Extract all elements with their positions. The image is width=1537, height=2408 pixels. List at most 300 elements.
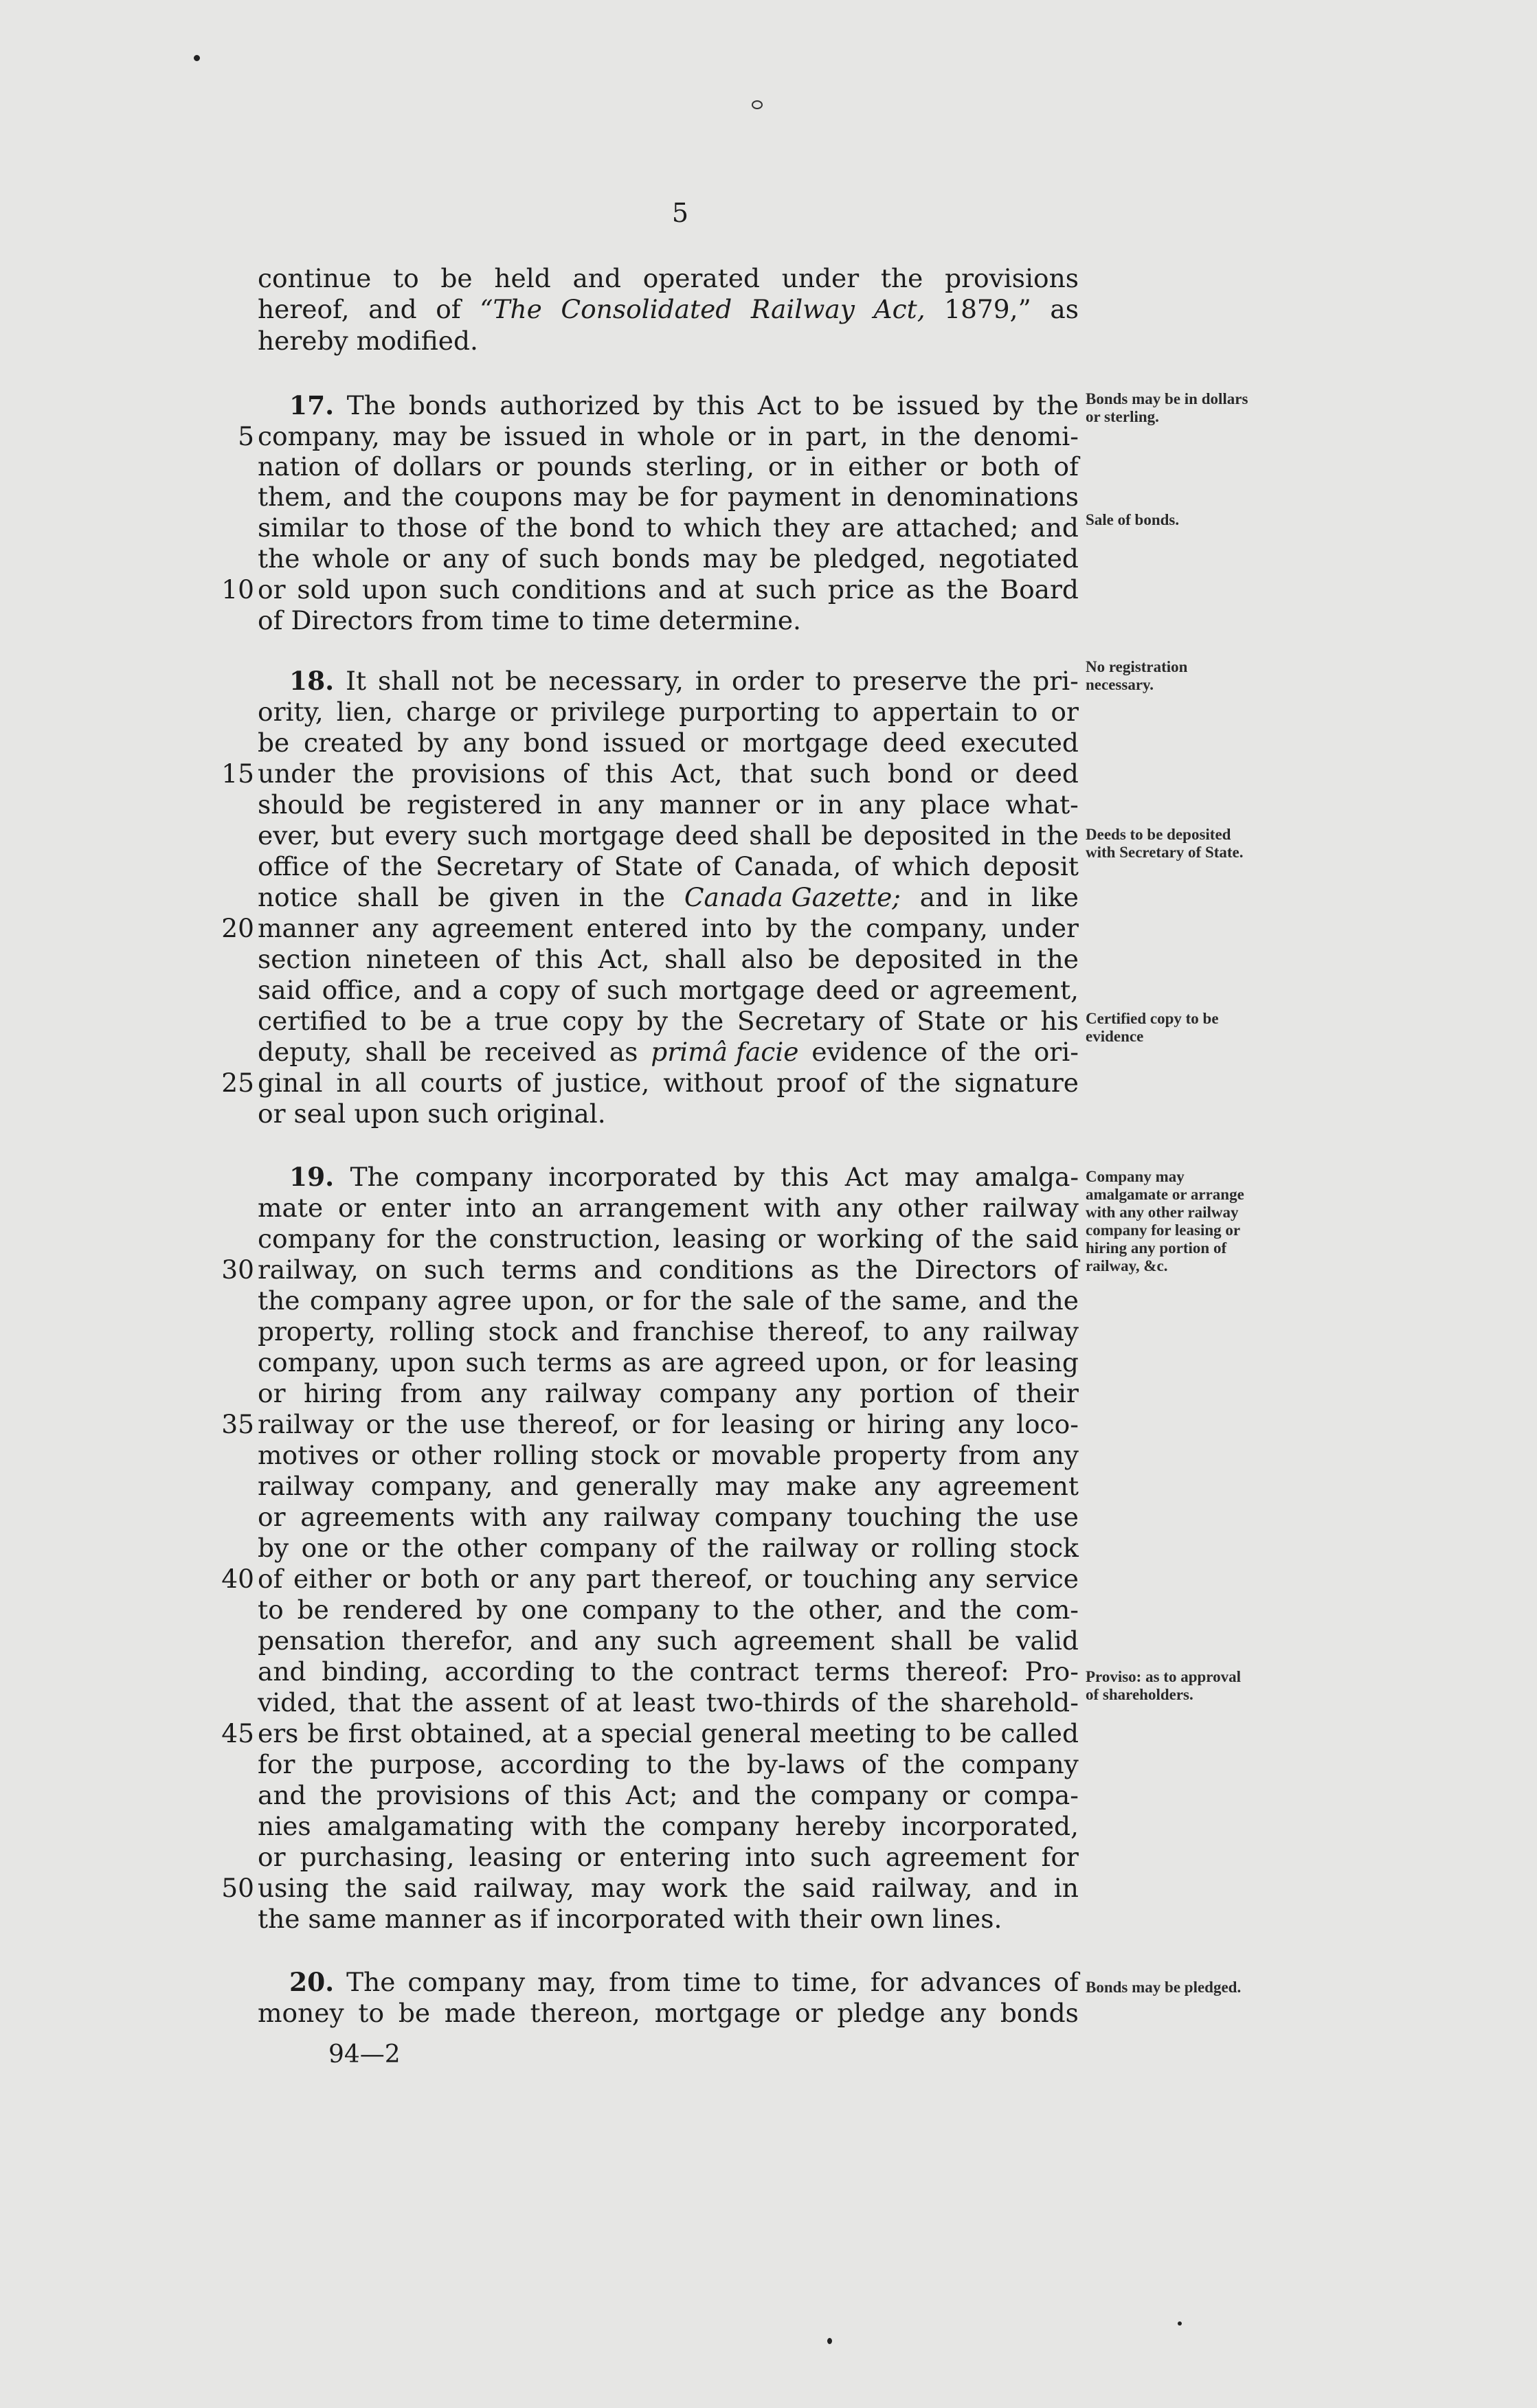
word: agree [437,1285,512,1316]
word: to [646,1749,673,1779]
word: least [632,1687,695,1718]
word: any [922,1316,969,1347]
text-line [258,851,1079,882]
word: to [258,1595,284,1625]
signature-mark: 94—2 [328,2040,401,2069]
word: proof [776,1068,846,1098]
word: registered [406,789,542,820]
word: leasing [673,1224,767,1254]
word: thereof, [651,1564,754,1594]
text-line [258,605,1079,636]
word: to [646,513,673,543]
word: primâ facie [651,1037,799,1067]
word: contract [689,1656,799,1687]
text-line [258,1656,1079,1687]
word: be [440,263,473,293]
line-number: 35 [221,1409,254,1439]
word: entered [586,913,688,943]
word: also [741,944,794,974]
word: by [765,913,797,943]
word: as [622,1347,651,1377]
word: or [605,1285,633,1316]
word: for [680,482,717,512]
word: held [494,263,551,293]
word: to [381,1006,407,1036]
word: by [733,1162,765,1192]
word: the [515,513,559,543]
word: to [833,697,860,727]
word: deed [882,728,947,758]
word: the [603,1811,646,1841]
word: or [941,1780,970,1810]
word: be [505,666,537,696]
word: by [417,728,449,758]
word: touching [803,1564,918,1594]
word: Directors [291,605,414,635]
word: obtained, [410,1718,533,1748]
word: such [467,820,528,851]
word: the [1036,390,1079,420]
word: dollars [392,451,482,482]
word: justice, [555,1068,650,1098]
text-line [258,262,1079,294]
word: thereof, [517,1409,620,1439]
word: vided, [258,1687,337,1718]
word: ers [258,1718,299,1748]
word: provisions [376,1780,511,1810]
word: the [1036,820,1079,851]
word: sharehold- [940,1687,1079,1718]
word: of [696,851,721,881]
word: or [576,1842,605,1872]
word: or [999,1006,1027,1036]
word: the [1036,944,1079,974]
word: The [346,390,396,420]
word: leasing [721,1409,815,1439]
word: railway [258,1409,354,1439]
word: Act [757,390,801,420]
word: original. [496,1099,606,1129]
word: amalga- [974,1162,1079,1192]
word: be [638,482,670,512]
text-line [258,1377,1079,1409]
word: said [1025,1224,1079,1254]
word: shall [749,820,811,851]
word: of [516,1068,542,1098]
word: mortgage [742,728,869,758]
word: be [359,789,392,820]
word: to [590,1656,616,1687]
word: thereof, [767,1316,870,1347]
word: and [570,1316,620,1347]
word: by [476,1595,508,1625]
word: at [541,1718,568,1748]
word: the [946,574,989,605]
word: a [465,1006,481,1036]
word: an [531,1193,563,1223]
word: or [258,1502,286,1532]
text-line [258,1254,1079,1285]
word: of [1053,1254,1079,1285]
word: hiring [866,1409,945,1439]
word: created [303,728,403,758]
word: of [576,851,601,881]
word: of [559,1687,585,1718]
word: the [690,1285,733,1316]
text-line [258,1563,1079,1595]
word: given [489,882,560,912]
margin-note-no-registration: No registration necessary. [1086,658,1188,693]
word: rolling [389,1316,475,1347]
word: or [631,1409,660,1439]
word: ever, [258,820,321,851]
word: any [480,1378,527,1408]
word: or [727,421,756,451]
text-line [258,820,1079,851]
word: any [873,1471,921,1501]
word: the [258,543,300,574]
word: for [870,1967,908,1997]
word: bond [888,758,953,789]
word: into [745,1842,796,1872]
word: the [681,1006,724,1036]
text-line [258,1748,1079,1780]
margin-note-deeds-deposited: Deeds to be deposited with Secretary of State. [1086,826,1244,861]
word: by [992,390,1024,420]
word: ginal [258,1068,323,1098]
word: any [858,789,906,820]
word: company [582,1595,699,1625]
text-line [258,1532,1079,1564]
word: upon, [816,1347,890,1377]
word: railway [258,1471,354,1501]
word: this [535,944,583,974]
word: working [816,1224,924,1254]
word: and [572,263,621,293]
word: the [1036,1285,1079,1316]
word: use [460,1409,506,1439]
word: the [959,1595,1002,1625]
word: nineteen [366,944,480,974]
word: amalgamating [327,1811,514,1841]
text-line [258,758,1079,789]
word: pledged, [813,543,927,574]
word: or [338,1193,366,1223]
word: rendered [342,1595,463,1625]
text-line [258,1223,1079,1254]
word: agreement [733,1625,875,1656]
word: office, [322,975,402,1005]
word: such [427,1099,489,1129]
text-line [258,665,1079,697]
word: pensation [258,1625,385,1656]
word: or [671,1440,699,1470]
word: manner [384,1904,486,1934]
text-line [258,1036,1079,1068]
word: any [442,543,489,574]
word: of [935,1224,961,1254]
word: bond [523,728,589,758]
word: upon [354,1099,420,1129]
word: be [808,944,840,974]
line-number: 25 [221,1068,254,1098]
word: every [384,820,457,851]
word: of [436,294,461,324]
word: in [987,882,1013,912]
word: property, [258,1316,376,1347]
word: this [781,1162,829,1192]
word: by [258,1533,289,1563]
word: the [319,1780,363,1810]
word: The [346,1967,396,1997]
word: appertain [872,697,999,727]
margin-note-certified-copy: Certified copy to be evidence [1086,1010,1219,1045]
word: railway [761,1533,858,1563]
word: deposited [854,944,983,974]
text-line [258,1594,1079,1625]
word: Act, [598,944,650,974]
word: the [405,1409,449,1439]
word: be [297,1595,329,1625]
word: and [691,1780,741,1810]
text-line [258,912,1079,944]
text-line [258,390,1079,421]
word: purpose, [370,1749,484,1779]
text-line [258,1687,1079,1718]
word: ori- [1033,1037,1079,1067]
word: with [763,1193,821,1223]
word: coupons [454,482,563,512]
word: of [524,1780,550,1810]
word: Consolidated [561,294,732,324]
line-number: 40 [221,1564,254,1594]
text-line [258,1192,1079,1224]
word: his [1040,1006,1079,1036]
word: incorporated [548,1162,718,1192]
word: time, [792,1967,858,1997]
word: railway [983,1316,1079,1347]
word: incorporated [556,1904,726,1934]
word: into [465,1193,517,1223]
word: true [494,1006,549,1036]
word: the [352,758,394,789]
word: rolling [911,1533,997,1563]
word: whole [312,543,390,574]
word: agreement [937,1471,1079,1501]
text-line [258,1005,1079,1037]
word: work [661,1873,728,1903]
word: company [415,1162,533,1192]
word: movable [711,1440,822,1470]
word: portion [859,1378,955,1408]
word: or [371,1440,399,1470]
word: or [767,451,796,482]
word: from [609,1967,671,1997]
word: or [700,728,728,758]
word: or [258,574,286,605]
word: “The [480,294,542,324]
word: other [456,1533,527,1563]
word: modified. [356,326,478,356]
word: compa- [983,1780,1079,1810]
word: or [795,1998,823,2028]
word: whole [637,421,715,451]
word: 18. [289,666,335,696]
word: the [622,882,666,912]
word: 20. [289,1967,335,1997]
word: make [786,1471,857,1501]
word: railway, [871,1873,973,1903]
word: and [343,482,392,512]
word: shall [365,1037,427,1067]
word: be [440,1037,472,1067]
word: said [802,1873,855,1903]
text-line [258,1067,1079,1099]
word: to [815,666,842,696]
word: for [1041,1842,1079,1872]
word: other [411,1440,482,1470]
word: both [420,1564,480,1594]
margin-note-proviso: Proviso: as to approval of shareholders. [1086,1668,1241,1703]
text-line [258,574,1079,605]
word: to [883,1316,910,1347]
word: one [521,1595,569,1625]
word: denominations [886,482,1079,512]
word: into [701,913,752,943]
word: the [752,1595,795,1625]
word: first [348,1718,401,1748]
word: notice [258,882,338,912]
word: that [739,758,793,789]
word: in [579,882,604,912]
word: The [350,1162,399,1192]
word: of [972,1378,998,1408]
word: which [683,513,762,543]
word: office [258,851,330,881]
word: any [597,789,644,820]
word: may [590,1873,645,1903]
word: use [1033,1502,1079,1532]
word: such [810,1842,871,1872]
word: authorized [500,390,640,420]
word: Pro- [1024,1656,1079,1687]
word: in [809,451,835,482]
word: agreement [885,1842,1027,1872]
word: denomi- [973,421,1079,451]
page-number: 5 [671,198,689,228]
word: special [601,1718,693,1748]
word: sale [742,1285,795,1316]
word: own [870,1904,924,1934]
word: certified [258,1006,368,1036]
text-line [258,1285,1079,1316]
word: and [412,975,462,1005]
word: Act [844,1162,888,1192]
word: railway [545,1378,642,1408]
word: Secretary [737,1006,865,1036]
word: in [557,789,583,820]
word: copy [562,1006,624,1036]
word: lien, [336,697,394,727]
word: under [781,263,860,293]
word: Directors [915,1254,1037,1285]
margin-note-amalgamation: Company may amalgamate or arrange with any other railway company for leasing or hiring any portion of railway, &c. [1086,1168,1244,1274]
word: any [1032,1440,1079,1470]
word: the [380,851,423,881]
word: or [939,451,968,482]
word: be [398,1998,431,2028]
word: sold [297,574,351,605]
word: of [861,1749,887,1779]
margin-note-bonds-denomination: Bonds may be in dollars or sterling. [1086,390,1248,425]
word: the [412,1687,454,1718]
word: bonds [408,390,487,420]
word: in [1001,820,1026,851]
word: a [576,1718,592,1748]
word: thereon, [530,1998,640,2028]
word: if [530,1904,548,1934]
word: agreement, [929,975,1079,1005]
word: using [258,1873,329,1903]
text-line [258,1625,1079,1656]
line-number: 45 [221,1718,254,1748]
word: and [510,1471,559,1501]
word: under [1001,913,1079,943]
text-line [258,1718,1079,1749]
text-line [258,696,1079,728]
word: in [336,1068,361,1098]
word: of [479,513,504,543]
word: are [841,513,884,543]
word: by [636,1006,669,1036]
word: two-thirds [706,1687,840,1718]
text-line [258,451,1079,482]
word: for [671,1409,710,1439]
word: of [878,1006,904,1036]
word: such [656,1625,717,1656]
word: binding, [322,1656,429,1687]
word: stock [590,1440,660,1470]
word: be [459,421,492,451]
text-line [258,1470,1079,1502]
word: signature [954,1068,1079,1098]
word: attached; [895,513,1019,543]
word: similar [258,513,348,543]
word: evidence [811,1037,928,1067]
word: time [592,605,651,635]
text-line [258,325,1079,357]
text-line [258,420,1079,452]
word: Act, [671,758,723,789]
word: advances [920,1967,1042,1997]
word: a [472,975,488,1005]
word: or [490,1564,519,1594]
word: lines. [932,1904,1002,1934]
word: the [435,1224,478,1254]
word: and [919,882,969,912]
word: pounds [537,451,632,482]
word: and [897,1595,946,1625]
word: as [810,1254,840,1285]
word: therefor, [401,1625,514,1656]
word: as [906,574,935,605]
word: under [258,758,335,789]
word: of [563,758,588,789]
word: such [607,975,668,1005]
word: or [361,1533,390,1563]
word: at [718,574,744,605]
word: executed [960,728,1079,758]
